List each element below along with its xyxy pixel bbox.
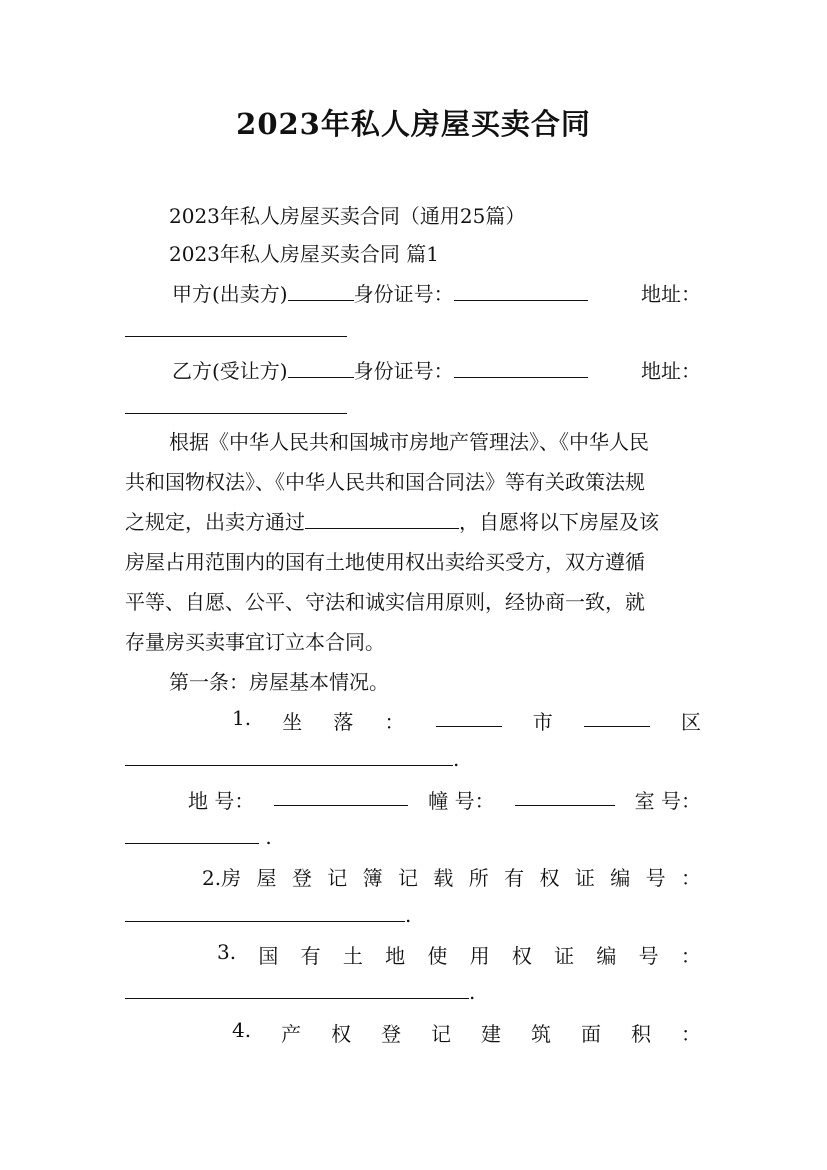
item4-char: 产	[281, 1022, 302, 1046]
item-1-char-2: 落	[333, 710, 354, 734]
party-b-id-label: 身份证号：	[353, 359, 454, 383]
intro-line-3b: ，自愿将以下房屋及该	[459, 510, 659, 534]
party-a-name-blank	[288, 280, 354, 301]
party-b-line	[172, 355, 701, 384]
party-a-addr-label: 地址：	[641, 282, 701, 306]
item-1-number: 1.	[232, 706, 252, 730]
item2-char: 簿	[362, 866, 383, 890]
item-1-address-line	[125, 745, 701, 771]
intro-line-5: 平等、自愿、公平、守法和诚实信用原则，经协商一致，就	[125, 590, 645, 614]
item4-char: 面	[580, 1022, 601, 1046]
item2-char: 编	[610, 866, 631, 890]
intro-line-3	[125, 502, 701, 542]
lot-number-label: 地 号：	[188, 789, 255, 813]
item4-char: 4.	[232, 1018, 252, 1042]
building-number-label: 幢 号：	[428, 789, 495, 813]
party-b-address-line	[125, 393, 701, 419]
party-a-address-line	[125, 316, 701, 342]
item2-char: 有	[504, 866, 525, 890]
item-2-line	[202, 862, 701, 891]
item2-char: 证	[574, 866, 595, 890]
item-2-blank	[125, 901, 405, 922]
item3-char: 3.	[217, 940, 237, 964]
item2-char: ：	[680, 866, 701, 890]
item3-char: 使	[427, 944, 448, 968]
room-number-blank	[125, 823, 259, 844]
item-1b-line	[188, 785, 701, 814]
intro-line-1: 根据《中华人民共和国城市房地产管理法》、《中华人民	[169, 430, 649, 454]
item3-char: 号	[638, 944, 659, 968]
item2-char: 记	[327, 866, 348, 890]
item4-char: 登	[381, 1022, 402, 1046]
item2-char: 权	[539, 866, 560, 890]
item3-char: 土	[342, 944, 363, 968]
item4-char: 筑	[531, 1022, 551, 1046]
intro-paragraph	[125, 422, 701, 662]
party-b-label: 乙方(受让方)	[172, 359, 288, 383]
item2-char: 记	[397, 866, 418, 890]
party-a-label: 甲方(出卖方)	[172, 282, 288, 306]
party-b-id-blank	[454, 357, 588, 378]
item-1-city-blank	[436, 706, 502, 727]
document-subtitle: 2023年私人房屋买卖合同（通用25篇）	[169, 204, 526, 228]
item-3-blank-line	[125, 978, 701, 1004]
item2-char: 2.房	[202, 866, 242, 890]
item3-char: 权	[511, 944, 532, 968]
item-3-blank	[125, 978, 469, 999]
section-heading: 2023年私人房屋买卖合同 篇1	[169, 242, 439, 266]
item-3-end: .	[469, 980, 476, 1004]
item2-char: 号	[645, 866, 666, 890]
item3-char: ：	[680, 944, 701, 968]
item-1-address-blank	[125, 745, 453, 766]
item-2-end: .	[405, 903, 412, 927]
item-1-colon: ：	[384, 710, 405, 734]
item-1-district-label: 区	[680, 710, 701, 734]
intro-method-blank	[305, 508, 459, 529]
item-1-char-1: 坐	[282, 710, 303, 734]
item4-char: 记	[431, 1022, 452, 1046]
item2-char: 载	[433, 866, 454, 890]
intro-line-4: 房屋占用范围内的国有土地使用权出卖给买受方，双方遵循	[125, 550, 645, 574]
article-1-heading: 第一条：房屋基本情况。	[169, 670, 389, 694]
item4-char: 权	[331, 1022, 352, 1046]
item3-char: 地	[385, 944, 406, 968]
item-1-district-blank	[584, 706, 650, 727]
item3-char: 编	[596, 944, 617, 968]
room-number-end: .	[265, 825, 272, 849]
item4-char: ：	[680, 1022, 701, 1046]
room-number-label: 室 号：	[634, 789, 701, 813]
party-a-id-label: 身份证号：	[353, 282, 454, 306]
item-1-line	[232, 706, 701, 735]
item-4-line	[232, 1018, 701, 1047]
party-a-id-blank	[454, 280, 588, 301]
item2-char: 登	[291, 866, 312, 890]
party-a-line	[172, 278, 701, 307]
item-1-end: .	[453, 747, 460, 771]
party-b-name-blank	[288, 357, 354, 378]
party-b-address-blank	[125, 393, 347, 414]
intro-line-3a: 之规定，出卖方通过	[125, 510, 305, 534]
item4-char: 建	[481, 1022, 502, 1046]
lot-number-blank	[274, 785, 408, 806]
item3-char: 有	[300, 944, 321, 968]
item3-char: 国	[258, 944, 279, 968]
item-2-blank-line	[125, 901, 701, 927]
party-b-addr-label: 地址：	[641, 359, 701, 383]
item2-char: 所	[468, 866, 489, 890]
party-a-address-blank	[125, 316, 347, 337]
item-3-line	[217, 940, 701, 969]
item3-char: 证	[554, 944, 575, 968]
room-number-line	[125, 823, 701, 849]
intro-line-2: 共和国物权法》、《中华人民共和国合同法》等有关政策法规	[125, 470, 645, 494]
document-title: 2023年私人房屋买卖合同	[236, 107, 591, 141]
item4-char: 积	[630, 1022, 651, 1046]
intro-line-6: 存量房买卖事宜订立本合同。	[125, 630, 385, 654]
building-number-blank	[515, 785, 615, 806]
item-1-city-label: 市	[532, 710, 553, 734]
item2-char: 屋	[256, 866, 277, 890]
item3-char: 用	[469, 944, 490, 968]
